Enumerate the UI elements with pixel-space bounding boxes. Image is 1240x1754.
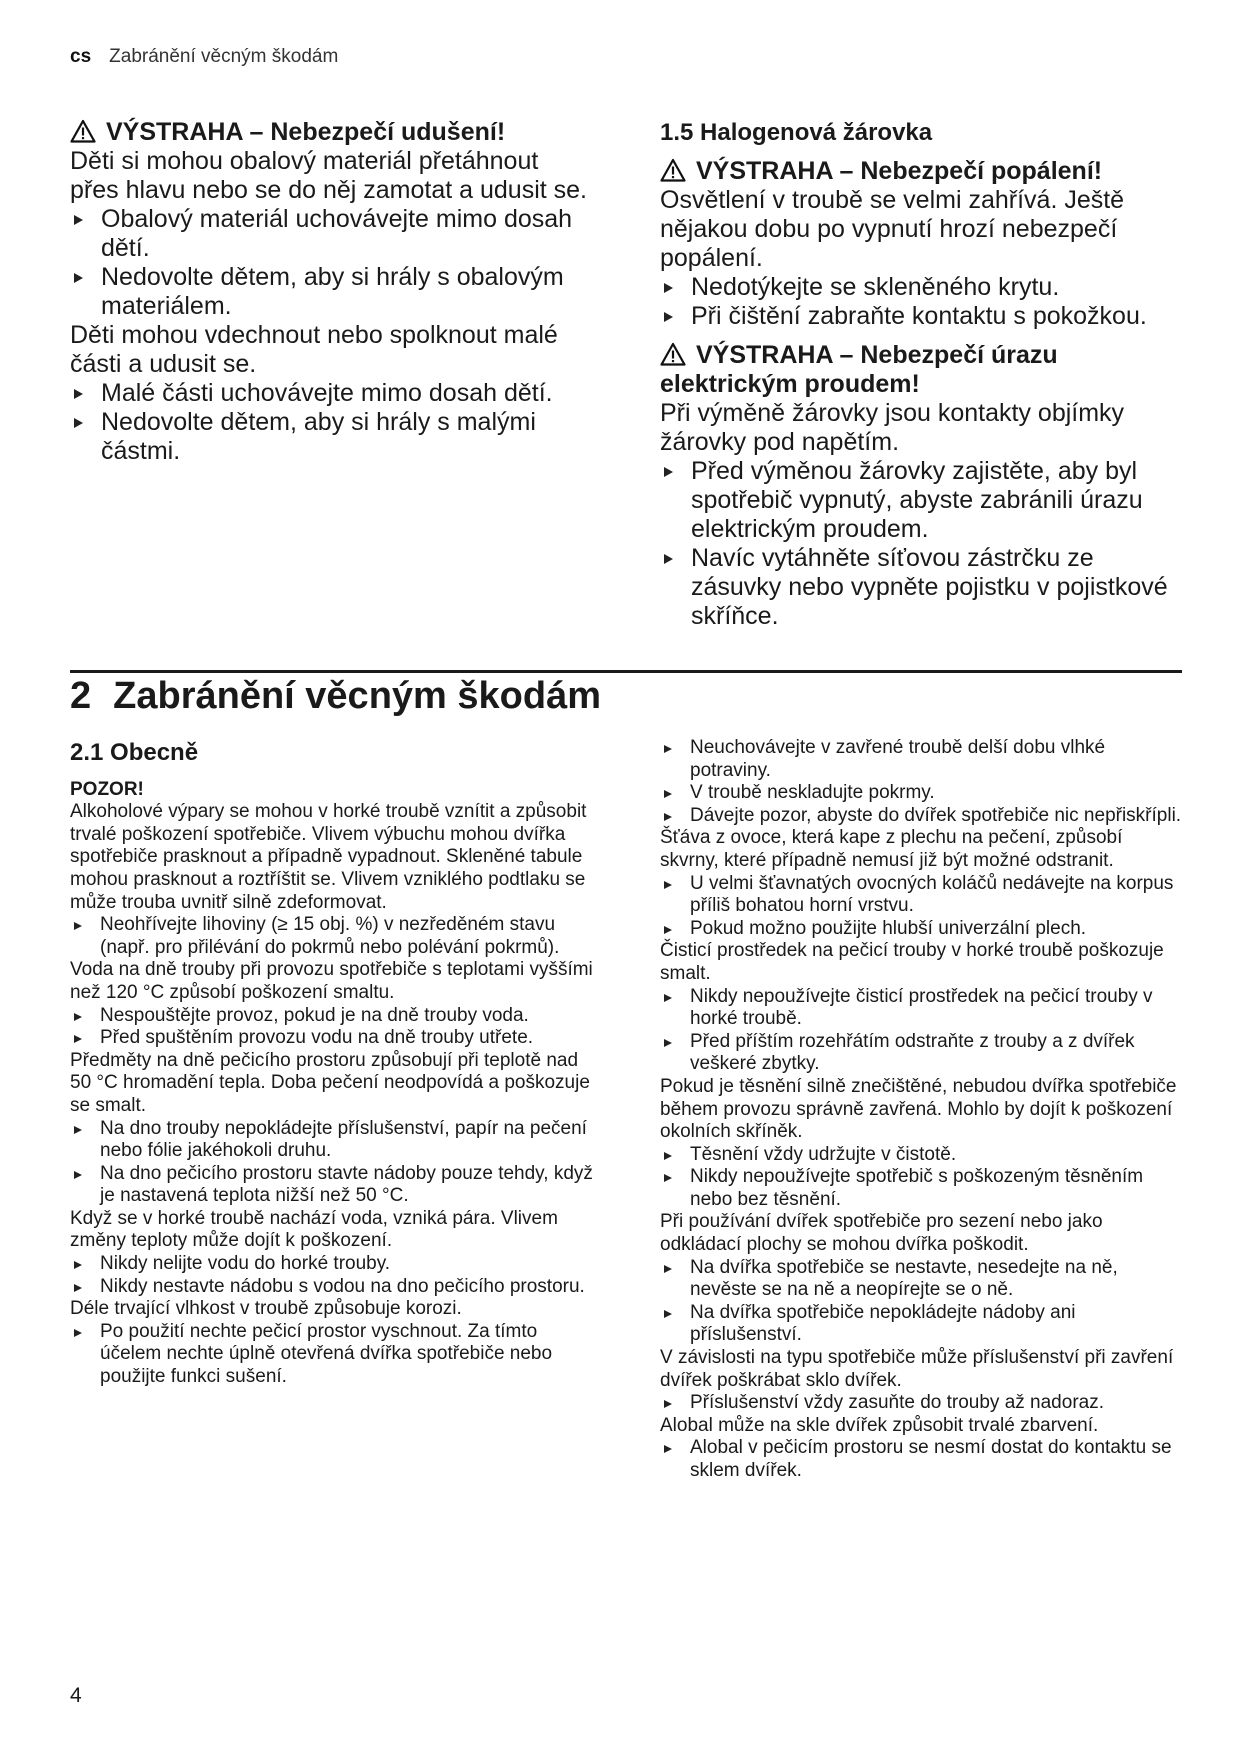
list-item: Neuchovávejte v zavřené troubě delší dobu vlhké potraviny. (660, 737, 1182, 782)
list-item: Pokud možno použijte hlubší univerzální plech. (660, 918, 1182, 941)
list-item: Na dvířka spotřebiče se nestavte, nesedejte na ně, nevěste se na ně a neopírejte se o ně. (660, 1257, 1182, 1302)
list-item: Nikdy nepoužívejte spotřebič s poškozeným těsněním nebo bez těsnění. (660, 1166, 1182, 1211)
paragraph: Když se v horké troubě nachází voda, vzniká pára. Vlivem změny teploty může dojít k poškození. (70, 1207, 558, 1252)
paragraph: Děti mohou vdechnout nebo spolknout malé části a udusit se. (70, 321, 558, 378)
warning-heading (660, 341, 1182, 399)
bullet-list (70, 914, 595, 959)
caution-label: POZOR! (70, 778, 144, 800)
paragraph: Čisticí prostředek na pečicí trouby v horké troubě poškozuje smalt. (660, 940, 1164, 984)
list-item: Před příštím rozehřátím odstraňte z trouby a z dvířek veškeré zbytky. (660, 1031, 1182, 1076)
paragraph: Alkoholové výpary se mohou v horké troubě vznítit a způsobit trvalé poškození spotřebiče. Vlivem výbuchu mohou dvířka spotřebiče prasknout a případně vypadnout. Skleněné tabule mohou prasknout a roztříštit se. Vlivem vzniklého podtlaku se může trouba uvnitř silně zdeformovat. (70, 801, 587, 913)
list-item: Nikdy nestavte nádobu s vodou na dno pečicího prostoru. (70, 1276, 595, 1299)
list-item: Před spuštěním provozu vodu na dně trouby utřete. (70, 1027, 595, 1050)
paragraph: Déle trvající vlhkost v troubě způsobuje korozi. (70, 1298, 462, 1320)
bullet-list (660, 873, 1182, 941)
list-item: Dávejte pozor, abyste do dvířek spotřebiče nic nepřiskřípli. (660, 805, 1182, 828)
warning-icon (660, 342, 686, 366)
bullet-list (660, 1437, 1182, 1482)
language-code: cs (70, 46, 92, 67)
list-item: Na dno pečicího prostoru stavte nádoby pouze tehdy, když je nastavená teplota nižší než 50 °C. (70, 1163, 595, 1208)
list-item: Nedotýkejte se skleněného krytu. (660, 273, 1182, 302)
warning-icon (70, 119, 96, 143)
list-item: Těsnění vždy udržujte v čistotě. (660, 1144, 1182, 1167)
warning-title: VÝSTRAHA – Nebezpečí popálení! (696, 157, 1103, 185)
bullet-list (660, 1392, 1182, 1415)
page-number: 4 (70, 1684, 82, 1707)
section21-right-column (660, 737, 1182, 1483)
section21-left-column (70, 739, 595, 1389)
paragraph: Pokud je těsnění silně znečištěné, nebudou dvířka spotřebiče během provozu správně zavřená. Mohlo by dojít k poškození okolních skříněk. (660, 1075, 1177, 1143)
warning-heading (70, 118, 590, 147)
paragraph: Šťáva z ovoce, která kape z plechu na pečení, způsobí skvrny, které případně nemusí již být možné odstranit. (660, 827, 1123, 871)
chapter-rule (70, 670, 1182, 673)
list-item: Nespouštějte provoz, pokud je na dně trouby voda. (70, 1005, 595, 1028)
list-item: Při čištění zabraňte kontaktu s pokožkou. (660, 302, 1182, 331)
paragraph: Alobal může na skle dvířek způsobit trvalé zbarvení. (660, 1414, 1099, 1436)
bullet-list (660, 273, 1182, 331)
bullet-list (660, 737, 1182, 827)
paragraph: Osvětlení v troubě se velmi zahřívá. Ještě nějakou dobu po vypnutí hrozí nebezpečí popálení. (660, 186, 1125, 272)
running-header (70, 46, 338, 68)
list-item: Alobal v pečicím prostoru se nesmí dostat do kontaktu se sklem dvířek. (660, 1437, 1182, 1482)
section-title: 1.5 Halogenová žárovka (660, 119, 933, 146)
list-item: Navíc vytáhněte síťovou zástrčku ze zásuvky nebo vypněte pojistku v pojistkové skříňce. (660, 544, 1182, 631)
list-item: Obalový materiál uchovávejte mimo dosah dětí. (70, 205, 590, 263)
paragraph: Při výměně žárovky jsou kontakty objímky žárovky pod napětím. (660, 399, 1125, 456)
list-item: Po použití nechte pečicí prostor vyschnout. Za tímto účelem nechte úplně otevřená dvířka spotřebiče nebo použijte funkci sušení. (70, 1321, 595, 1389)
bullet-list (660, 1257, 1182, 1347)
paragraph: Předměty na dně pečicího prostoru způsobují při teplotě nad 50 °C hromadění tepla. Doba pečení neodpovídá a poškozuje se smalt. (70, 1049, 590, 1116)
left-top-column (70, 118, 590, 466)
warning-icon (660, 158, 686, 182)
list-item: Nikdy nepoužívejte čisticí prostředek na pečicí trouby v horké troubě. (660, 986, 1182, 1031)
warning-heading (660, 157, 1182, 186)
bullet-list (70, 1005, 595, 1050)
paragraph: Děti si mohou obalový materiál přetáhnout přes hlavu nebo se do něj zamotat a udusit se. (70, 147, 587, 204)
header-title: Zabránění věcným škodám (109, 46, 339, 67)
chapter-title-text: Zabránění věcným škodám (113, 675, 601, 717)
bullet-list (660, 986, 1182, 1076)
paragraph: V závislosti na typu spotřebiče může příslušenství při zavření dvířek poškrábat sklo dvířek. (660, 1347, 1174, 1391)
list-item: Neohřívejte lihoviny (≥ 15 obj. %) v nezředěném stavu (např. pro přilévání do pokrmů nebo polévání pokrmů). (70, 914, 595, 959)
chapter-title (70, 675, 601, 718)
list-item: Nedovolte dětem, aby si hrály s obalovým materiálem. (70, 263, 590, 321)
list-item: V troubě neskladujte pokrmy. (660, 782, 1182, 805)
bullet-list (70, 1253, 595, 1298)
section-title: 2.1 Obecně (70, 739, 199, 766)
list-item: Před výměnou žárovky zajistěte, aby byl spotřebič vypnutý, abyste zabránili úrazu elektrickým proudem. (660, 457, 1182, 544)
list-item: Nikdy nelijte vodu do horké trouby. (70, 1253, 595, 1276)
bullet-list (70, 1321, 595, 1389)
bullet-list (70, 379, 590, 466)
warning-title: VÝSTRAHA – Nebezpečí úrazu elektrickým proudem! (660, 341, 1058, 398)
paragraph: Voda na dně trouby při provozu spotřebiče s teplotami vyššími než 120 °C způsobí poškození smaltu. (70, 959, 593, 1003)
warning-title: VÝSTRAHA – Nebezpečí udušení! (106, 118, 506, 146)
list-item: U velmi šťavnatých ovocných koláčů nedávejte na korpus příliš bohatou horní vrstvu. (660, 873, 1182, 918)
bullet-list (660, 1144, 1182, 1212)
list-item: Na dno trouby nepokládejte příslušenství, papír na pečení nebo fólie jakéhokoli druhu. (70, 1118, 595, 1163)
right-top-column (660, 118, 1182, 631)
bullet-list (660, 457, 1182, 631)
list-item: Malé části uchovávejte mimo dosah dětí. (70, 379, 590, 408)
list-item: Na dvířka spotřebiče nepokládejte nádoby ani příslušenství. (660, 1302, 1182, 1347)
bullet-list (70, 1118, 595, 1208)
paragraph: Při používání dvířek spotřebiče pro sezení nebo jako odkládací plochy se mohou dvířka poškodit. (660, 1211, 1103, 1256)
list-item: Nedovolte dětem, aby si hrály s malými částmi. (70, 408, 590, 466)
bullet-list (70, 205, 590, 321)
list-item: Příslušenství vždy zasuňte do trouby až nadoraz. (660, 1392, 1182, 1415)
chapter-number: 2 (70, 675, 92, 717)
